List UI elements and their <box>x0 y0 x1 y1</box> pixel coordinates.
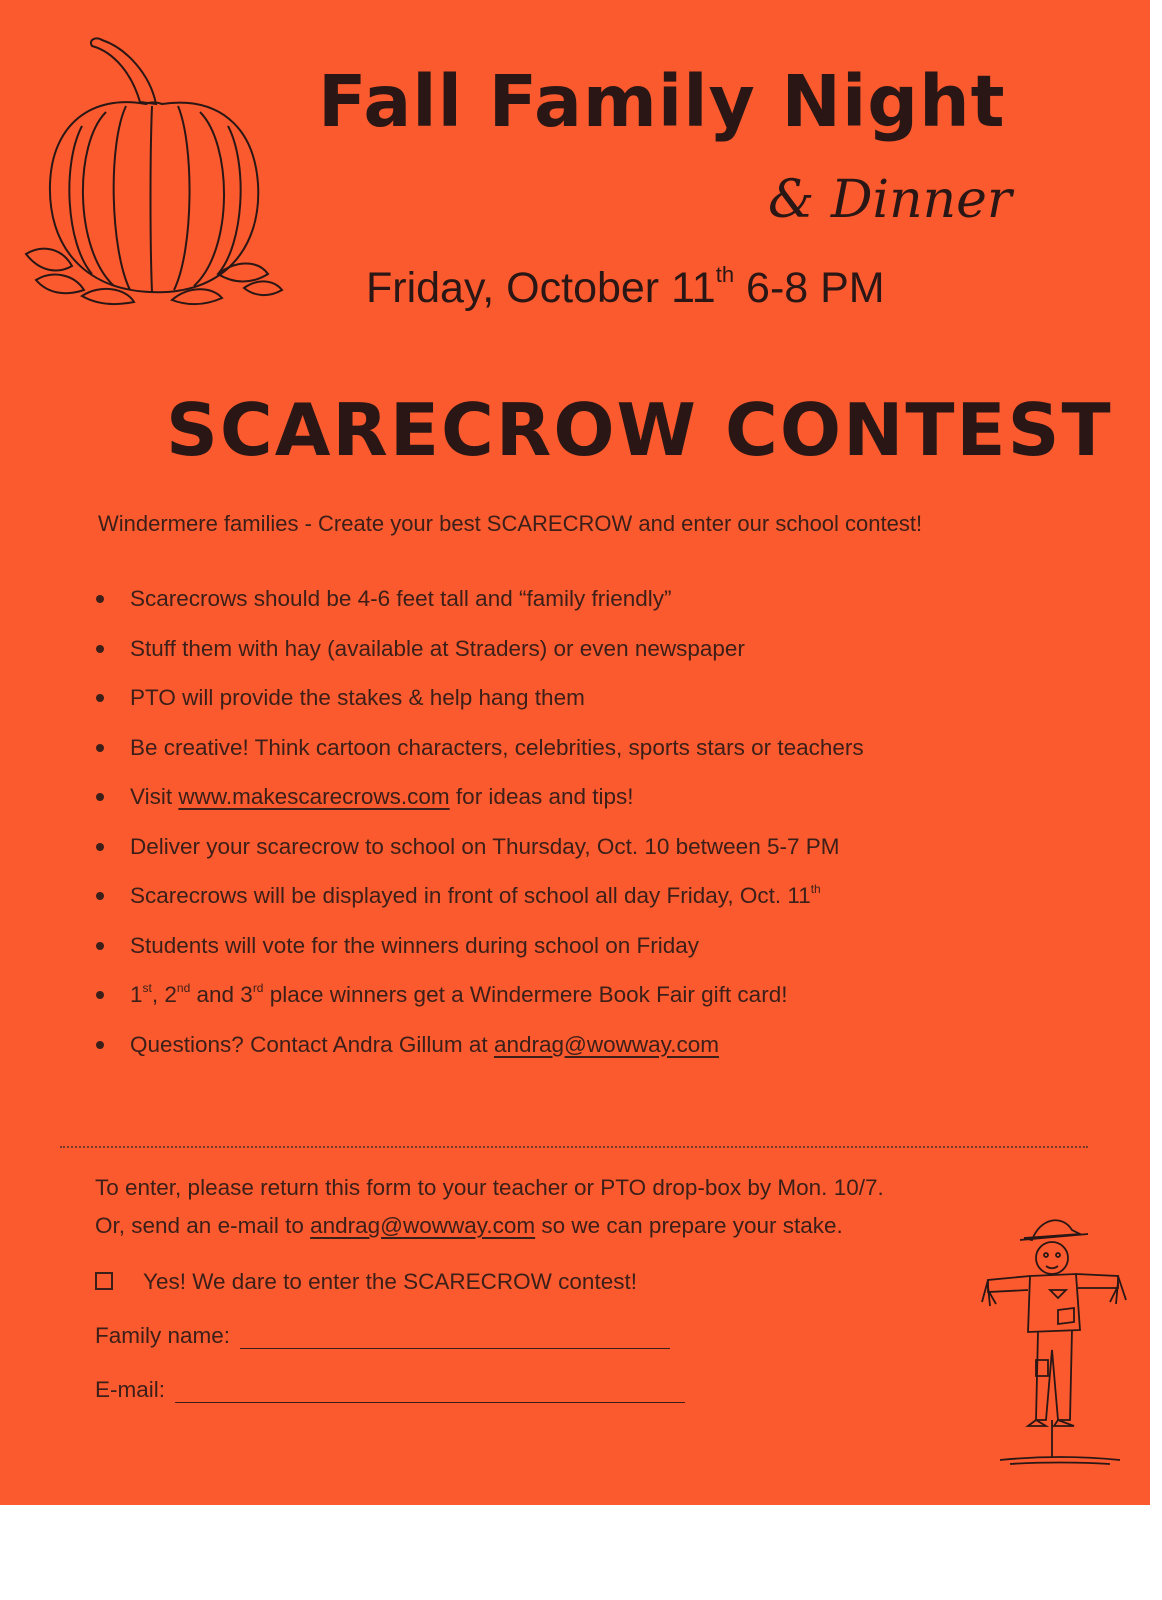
email-field[interactable] <box>175 1380 685 1403</box>
rule-text: Visit <box>130 784 179 809</box>
contest-title: SCARECROW CONTEST <box>166 388 1113 472</box>
event-title: Fall Family Night <box>318 60 1006 143</box>
checkbox-icon[interactable] <box>95 1272 113 1290</box>
email-row <box>95 1375 884 1413</box>
checkbox-label: Yes! We dare to enter the SCARECROW contest! <box>143 1269 637 1294</box>
rule-item <box>92 683 864 733</box>
enter-contest-checkbox-row <box>95 1267 884 1305</box>
rule-item <box>92 1030 864 1080</box>
event-date-prefix: Friday, October 11 <box>366 264 716 312</box>
rule-item <box>92 832 864 882</box>
form-instructions: To enter, please return this form to your teacher or PTO drop-box by Mon. 10/7. <box>95 1175 884 1200</box>
cut-here-divider <box>60 1146 1088 1148</box>
family-name-field[interactable] <box>240 1326 670 1349</box>
rule-text: Be creative! Think cartoon characters, celebrities, sports stars or teachers <box>130 734 864 760</box>
form-text: so we can prepare your stake. <box>535 1213 843 1238</box>
event-time: 6-8 PM <box>734 264 885 312</box>
email-label: E-mail: <box>95 1377 166 1402</box>
ordinal-suffix: th <box>810 882 821 896</box>
rules-list <box>92 584 864 1079</box>
ordinal-suffix: rd <box>252 981 264 995</box>
form-text: Or, send an e-mail to <box>95 1213 311 1238</box>
rule-text: PTO will provide the stakes & help hang them <box>130 685 585 710</box>
rule-item <box>92 733 864 783</box>
ordinal-suffix: st <box>142 981 152 995</box>
event-date <box>366 262 885 312</box>
rule-text: 1 <box>130 982 143 1007</box>
ordinal-suffix: nd <box>176 981 191 995</box>
rule-text: Students will vote for the winners during school on Friday <box>130 932 700 958</box>
rule-item <box>92 881 864 931</box>
rule-text: , 2 <box>151 982 177 1007</box>
event-date-suffix: th <box>715 262 735 287</box>
entry-form <box>95 1173 884 1413</box>
rule-item <box>92 931 864 981</box>
contact-email-link[interactable]: andrag@wowway.com <box>493 1031 719 1057</box>
rule-text: Questions? Contact Andra Gillum at <box>130 1031 494 1057</box>
event-subtitle: & Dinner <box>768 170 1012 230</box>
form-email-instructions <box>95 1211 884 1249</box>
form-email-link[interactable]: andrag@wowway.com <box>310 1213 536 1238</box>
pumpkin-illustration <box>22 34 284 306</box>
rule-item <box>92 634 864 684</box>
rule-item <box>92 782 864 832</box>
contest-intro: Windermere families - Create your best SCARECROW and enter our school contest! <box>98 511 923 536</box>
rule-text: Scarecrows will be displayed in front of school all day Friday, Oct. 11 <box>130 883 811 908</box>
scarecrow-illustration <box>980 1210 1130 1474</box>
rule-text: Stuff them with hay (available at Straders) or even newspaper <box>130 635 745 661</box>
family-name-label: Family name: <box>95 1323 231 1348</box>
ideas-website-link[interactable]: www.makescarecrows.com <box>178 784 450 809</box>
rule-text: and 3 <box>190 982 253 1007</box>
rule-text: Deliver your scarecrow to school on Thursday, Oct. 10 between 5-7 PM <box>130 833 840 859</box>
rule-text: place winners get a Windermere Book Fair gift card! <box>263 982 788 1007</box>
rule-item <box>92 584 864 634</box>
family-name-row <box>95 1321 884 1359</box>
rule-text: for ideas and tips! <box>449 784 634 809</box>
rule-item <box>92 980 864 1030</box>
rule-text: Scarecrows should be 4-6 feet tall and “family friendly” <box>130 586 672 611</box>
